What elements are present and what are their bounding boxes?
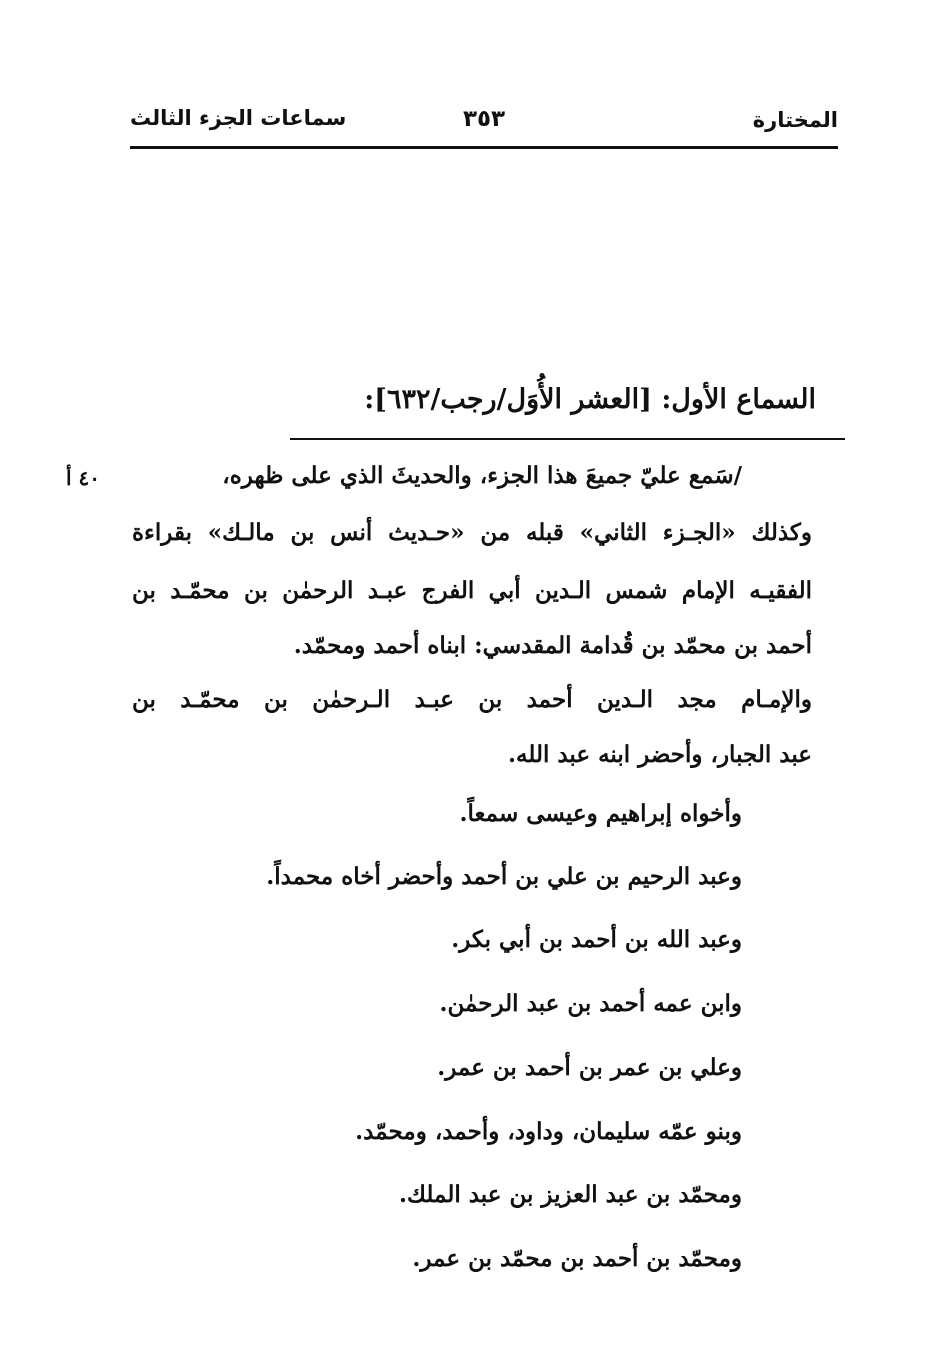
attendee-entry: وأخواه إبراهيم وعيسى سمعاً. [459, 800, 742, 827]
paragraph2-line: والإمـام مجد الـدين أحمد بن عبـد الـرحمٰن بن محمّـد بن [132, 686, 812, 713]
paragraph2-line: عبد الجبار، وأحضر ابنه عبد الله. [508, 741, 812, 768]
paragraph1-line: أحمد بن محمّد بن قُدامة المقدسي: ابناه أحمد ومحمّد. [293, 632, 812, 659]
attendee-entry: وعلي بن عمر بن أحمد بن عمر. [437, 1054, 742, 1081]
book-title: المختارة [752, 108, 838, 132]
section-title-header: سماعات الجزء الثالث [130, 106, 347, 130]
manuscript-folio-note: ٤٠ أ [66, 466, 101, 490]
title-underline [290, 438, 845, 440]
attendee-entry: وبنو عمّه سليمان، وداود، وأحمد، ومحمّد. [355, 1118, 742, 1145]
attendee-entry: وعبد الله بن أحمد بن أبي بكر. [451, 926, 742, 953]
paragraph1-line: الفقيـه الإمام شمس الـدين أبي الفرج عبـد الرحمٰن بن محمّـد بن [132, 577, 812, 604]
paragraph1-line: /سَمع عليّ جميعَ هذا الجزء، والحديثَ الذي على ظهره، [222, 462, 742, 489]
page-number: ٣٥٣ [462, 106, 506, 132]
attendee-entry: ومحمّد بن عبد العزيز بن عبد الملك. [399, 1181, 742, 1208]
header-rule [130, 146, 838, 149]
audition-title: السماع الأول: [العشر الأُوَل/رجب/٦٣٢]: [364, 384, 816, 415]
paragraph1-line: وكذلك «الجـزء الثاني» قبله من «حـديث أنس بن مالـك» بقراءة [132, 519, 812, 546]
attendee-entry: وعبد الرحيم بن علي بن أحمد وأحضر أخاه محمداً. [266, 863, 742, 890]
attendee-entry: وابن عمه أحمد بن عبد الرحمٰن. [439, 990, 742, 1017]
attendee-entry: ومحمّد بن أحمد بن محمّد بن عمر. [412, 1245, 742, 1272]
running-header [130, 100, 838, 140]
